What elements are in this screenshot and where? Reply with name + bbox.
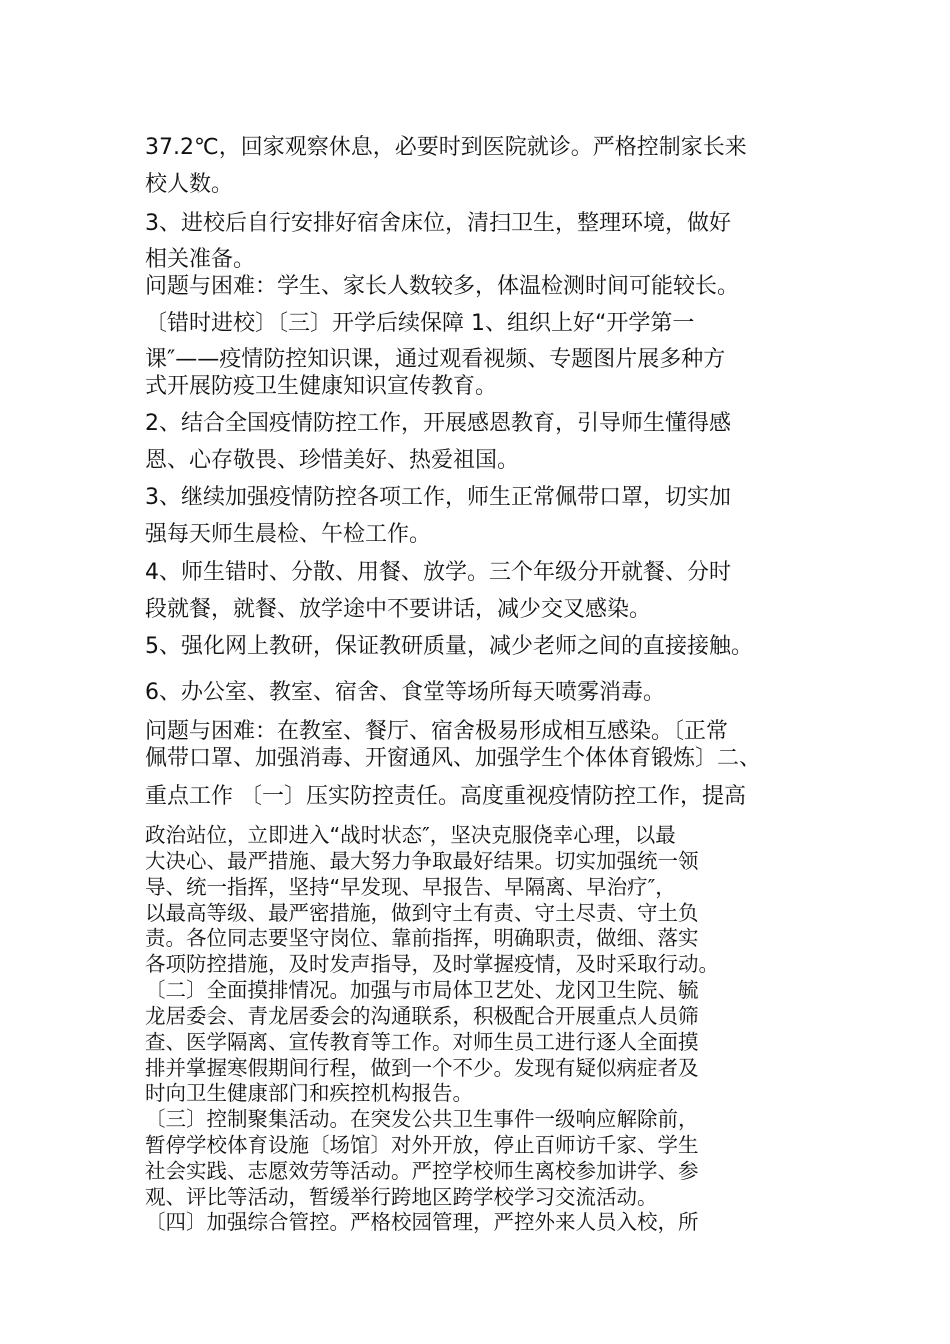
text-line: 5、强化网上教研，保证教研质量，减少老师之间的直接接触。 [145, 634, 753, 659]
text-line: 龙居委会、青龙居委会的沟通联系，积极配合开展重点人员筛 [145, 1004, 699, 1028]
text-line: 各项防控措施，及时发声指导，及时掌握疫情，及时采取行动。 [145, 952, 719, 976]
text-line: 社会实践、志愿效劳等活动。严控学校师生离校参加讲学、参 [145, 1159, 699, 1183]
text-line: 课″——疫情防控知识课，通过观看视频、专题图片展多种方 [145, 347, 726, 372]
text-line: 〔三〕控制聚集活动。在突发公共卫生事件一级响应解除前， [145, 1107, 699, 1131]
text-line: 以最高等级、最严密措施，做到守土有责、守土尽责、守土负 [145, 901, 699, 925]
text-line: 〔错时进校〕〔三〕开学后续保障 1、组织上好“开学第一 [145, 311, 695, 336]
text-line: 3、进校后自行安排好宿舍床位，清扫卫生，整理环境，做好 [145, 211, 731, 236]
text-line: 恩、心存敬畏、珍惜美好、热爱祖国。 [145, 448, 520, 473]
text-line: 观、评比等活动，暂缓举行跨地区跨学校学习交流活动。 [145, 1185, 658, 1209]
text-line: 问题与困难：学生、家长人数较多，体温检测时间可能较长。 [145, 274, 740, 299]
text-line: 校人数。 [145, 172, 234, 197]
text-line: 强每天师生晨检、午检工作。 [145, 522, 432, 547]
text-line: 排并掌握寒假期间行程，做到一个不少。发现有疑似病症者及 [145, 1056, 699, 1080]
text-line: 式开展防疫卫生健康知识宣传教育。 [145, 374, 498, 399]
text-line: 佩带口罩、加强消毒、开窗通风、加强学生个体体育锻炼〕二、 [145, 746, 762, 771]
text-line: 暂停学校体育设施〔场馆〕对外开放，停止百师访千家、学生 [145, 1133, 699, 1157]
text-line: 6、办公室、教室、宿舍、食堂等场所每天喷雾消毒。 [145, 680, 665, 705]
text-line: 时向卫生健康部门和疾控机构报告。 [145, 1081, 473, 1105]
text-line: 大决心、最严措施、最大努力争取最好结果。切实加强统一领 [145, 849, 699, 873]
text-line: 查、医学隔离、宣传教育等工作。对师生员工进行逐人全面摸 [145, 1030, 699, 1054]
text-line: 37.2℃，回家观察休息，必要时到医院就诊。严格控制家长来 [145, 135, 747, 160]
text-line: 重点工作 〔一〕压实防控责任。高度重视疫情防控工作，提高 [145, 784, 746, 809]
text-line: 政治站位，立即进入“战时状态″，坚决克服侥幸心理，以最 [145, 823, 676, 847]
text-line: 3、继续加强疫情防控各项工作，师生正常佩带口罩，切实加 [145, 485, 731, 510]
text-line: 责。各位同志要坚守岗位、靠前指挥，明确职责，做细、落实 [145, 926, 699, 950]
text-line: 2、结合全国疫情防控工作，开展感恩教育，引导师生懂得感 [145, 411, 731, 436]
text-line: 〔二〕全面摸排情况。加强与市局体卫艺处、龙冈卫生院、毓 [145, 978, 699, 1002]
text-line: 相关准备。 [145, 247, 256, 272]
text-line: 段就餐，就餐、放学途中不要讲话，减少交叉感染。 [145, 597, 652, 622]
text-line: 4、师生错时、分散、用餐、放学。三个年级分开就餐、分时 [145, 560, 731, 585]
text-line: 导、统一指挥，坚持“早发现、早报告、早隔离、早治疗″， [145, 875, 676, 899]
text-line: 〔四〕加强综合管控。严格校园管理，严控外来人员入校，所 [145, 1210, 699, 1234]
text-line: 问题与困难：在教室、餐厅、宿舍极易形成相互感染。〔正常 [145, 719, 729, 744]
